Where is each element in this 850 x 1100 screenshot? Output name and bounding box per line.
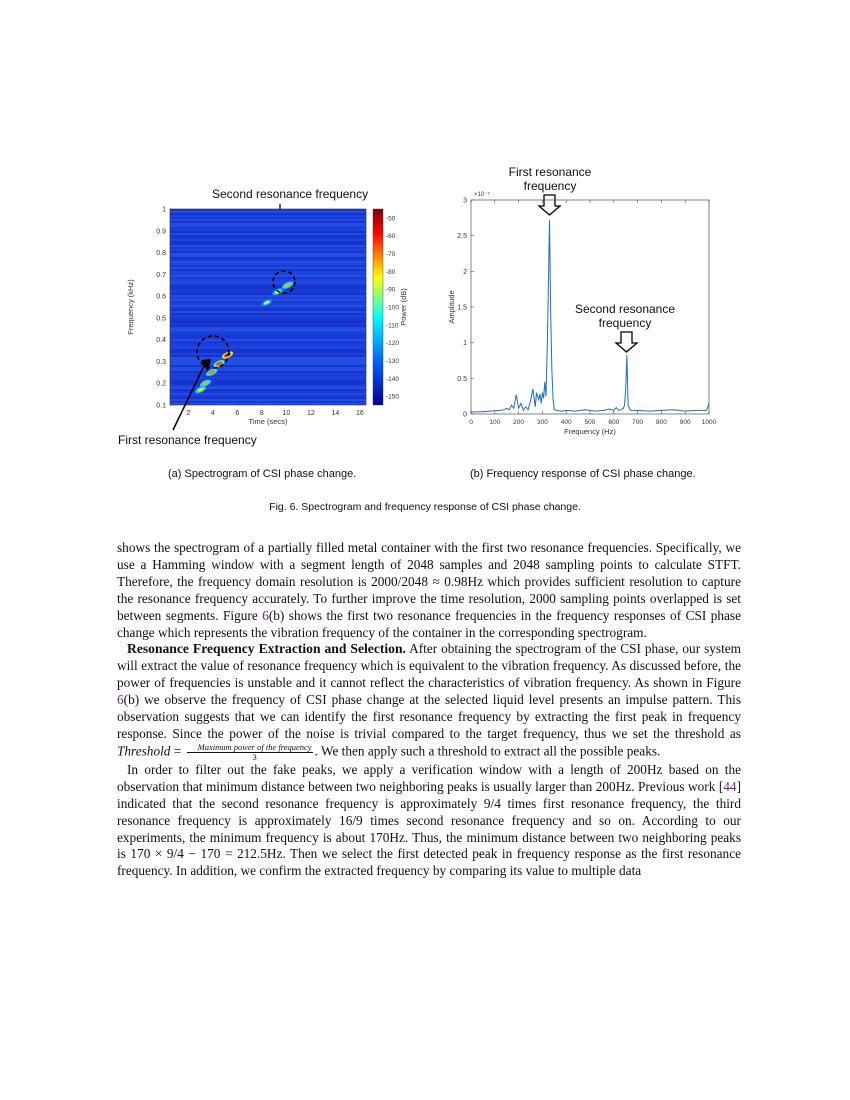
fraction-numerator: Maximum power of the frequency xyxy=(187,743,313,753)
frequency-response-figure xyxy=(440,160,730,445)
noise-band xyxy=(170,311,366,313)
noise-band xyxy=(170,285,366,287)
p2-text-b: (b) we observe the frequency of CSI phase change at the selected liquid level presents an impulse pattern. This observation suggests that we can identify the first resonance frequency by extracting the first peak in frequency response. Since the power of the noise is trivial compared to the target frequency, thus we set the threshold as xyxy=(117,692,741,741)
noise-band xyxy=(170,237,366,239)
x-tick-label: 300 xyxy=(536,419,548,426)
p2-text-c: . We then apply such a threshold to extract all the possible peaks. xyxy=(314,743,661,759)
noise-band xyxy=(170,263,366,265)
second-resonance-label-line1: Second resonance xyxy=(574,302,676,316)
p1-text-end: (b) shows the first two resonance frequencies in the frequency responses of CSI phase change which represents the vibration frequency of the container in the corresponding spectrogram. xyxy=(117,607,741,640)
colorbar-tick-label: -130 xyxy=(386,357,400,365)
p3-text-a: In order to filter out the fake peaks, we apply a verification window with a length of 200Hz based on the observation that minimum distance between two neighboring peaks is usually larger than 200Hz. Previous work [ xyxy=(117,761,741,794)
colorbar-tick-label: -140 xyxy=(386,375,400,383)
y-tick-label: 0.4 xyxy=(156,337,166,345)
noise-band xyxy=(170,229,366,231)
y-tick-label: 2.5 xyxy=(457,233,467,241)
noise-band xyxy=(170,393,366,395)
paragraph-2 xyxy=(117,641,741,761)
freq-ylabel: Amplitude xyxy=(447,290,456,324)
x-tick-label: 4 xyxy=(210,410,215,417)
y-tick-label: 1.5 xyxy=(457,304,467,312)
noise-band xyxy=(170,293,366,295)
noise-band xyxy=(170,355,366,357)
noise-band xyxy=(170,257,366,259)
y-tick-label: 0.6 xyxy=(156,293,166,301)
x-tick-label: 8 xyxy=(259,410,264,417)
x-tick-label: 700 xyxy=(632,419,644,426)
noise-band xyxy=(170,267,366,269)
freq-xlabel: Frequency (Hz) xyxy=(564,427,616,436)
noise-band xyxy=(170,379,366,381)
noise-band xyxy=(170,377,366,379)
first-resonance-down-arrow xyxy=(539,195,560,215)
noise-band xyxy=(170,307,366,309)
y-tick-label: 1 xyxy=(162,206,166,214)
noise-band xyxy=(170,255,366,257)
x-tick-label: 2 xyxy=(186,410,191,417)
spectrogram-xlabel: Time (secs) xyxy=(248,417,288,426)
threshold-fraction xyxy=(187,743,313,762)
noise-band xyxy=(170,345,366,347)
body-text xyxy=(117,540,741,880)
paragraph-1 xyxy=(117,540,741,641)
noise-band xyxy=(170,335,366,337)
noise-band xyxy=(170,297,366,299)
noise-band xyxy=(170,291,366,293)
y-tick-label: 0.5 xyxy=(457,375,467,383)
noise-band xyxy=(170,401,366,403)
x-tick-label: 1000 xyxy=(701,419,717,426)
noise-band xyxy=(170,327,366,329)
noise-band xyxy=(170,261,366,263)
noise-band xyxy=(170,213,366,215)
noise-band xyxy=(170,249,366,251)
noise-band xyxy=(170,243,366,245)
noise-band xyxy=(170,269,366,271)
noise-band xyxy=(170,265,366,267)
colorbar-tick-label: -150 xyxy=(386,393,400,401)
y-tick-label: 0.7 xyxy=(156,271,166,279)
fraction-denominator: 3 xyxy=(252,751,257,762)
y-tick-label: 0.5 xyxy=(156,315,166,323)
noise-band xyxy=(170,397,366,399)
noise-band xyxy=(170,235,366,237)
noise-band xyxy=(170,275,366,277)
noise-band xyxy=(170,319,366,321)
noise-band xyxy=(170,337,366,339)
figure-ref-6a[interactable]: 6 xyxy=(262,607,269,623)
y-tick-label: 0 xyxy=(463,411,467,419)
x-tick-label: 900 xyxy=(679,419,691,426)
noise-band xyxy=(170,313,366,315)
noise-band xyxy=(170,371,366,373)
noise-band xyxy=(170,287,366,289)
noise-band xyxy=(170,259,366,261)
x-tick-label: 400 xyxy=(560,419,572,426)
noise-band xyxy=(170,385,366,387)
colorbar-tick-label: -70 xyxy=(386,251,396,259)
subcaption-b: (b) Frequency response of CSI phase change. xyxy=(470,468,696,480)
colorbar xyxy=(373,209,383,405)
y-tick-label: 0.2 xyxy=(156,380,166,388)
x-tick-label: 6 xyxy=(235,410,240,417)
noise-band xyxy=(170,241,366,243)
noise-band xyxy=(170,349,366,351)
colorbar-label: Power (dB) xyxy=(399,288,408,326)
colorbar-tick-label: -80 xyxy=(386,268,396,276)
noise-band xyxy=(170,273,366,275)
noise-band xyxy=(170,247,366,249)
noise-band xyxy=(170,363,366,365)
noise-band xyxy=(170,283,366,285)
noise-band xyxy=(170,321,366,323)
noise-band xyxy=(170,281,366,283)
x-tick-label: 600 xyxy=(608,419,620,426)
subcaption-a: (a) Spectrogram of CSI phase change. xyxy=(168,468,357,480)
first-resonance-label-line1: First resonance xyxy=(508,165,592,179)
noise-band xyxy=(170,309,366,311)
y-tick-label: 0.8 xyxy=(156,250,166,258)
first-resonance-annotation: First resonance frequency xyxy=(118,433,257,447)
noise-band xyxy=(170,245,366,247)
first-resonance-label-line2: frequency xyxy=(523,179,577,193)
p1-text: shows the spectrogram of a partially filled metal container with the first two resonance frequencies. Specifically, we use a Hamming window with a segment length of 2048 samples and 2048 sampling points to calculate STFT. Therefore, the frequency domain resolution is 2000/2048 ≈ 0.98Hz which provides sufficient resolution to capture the resonance frequency accurately. To further improve the time resolution, 2000 sampling points overlapped is set between segments. Figure xyxy=(117,540,741,623)
y-tick-label: 2 xyxy=(463,268,467,276)
noise-band xyxy=(170,369,366,371)
colorbar-tick-label: -60 xyxy=(386,233,396,241)
y-tick-label: 0.9 xyxy=(156,228,166,236)
colorbar-tick-label: -120 xyxy=(386,340,400,348)
noise-band xyxy=(170,295,366,297)
noise-band xyxy=(170,251,366,253)
second-resonance-label-line2: frequency xyxy=(598,316,652,330)
noise-band xyxy=(170,329,366,331)
paragraph-3 xyxy=(117,762,741,880)
threshold-symbol: Threshold xyxy=(117,743,171,759)
y-tick-label: 1 xyxy=(463,340,467,348)
noise-band xyxy=(170,217,366,219)
noise-band xyxy=(170,277,366,279)
y-exponent-label: ×10⁻⁵ xyxy=(474,192,490,198)
noise-band xyxy=(170,395,366,397)
noise-band xyxy=(170,353,366,355)
second-resonance-down-arrow xyxy=(616,332,637,352)
x-tick-label: 200 xyxy=(513,419,525,426)
noise-band xyxy=(170,231,366,233)
colorbar-tick-label: -100 xyxy=(386,304,400,312)
x-tick-label: 100 xyxy=(489,419,501,426)
noise-band xyxy=(170,399,366,401)
noise-band xyxy=(170,253,366,255)
noise-band xyxy=(170,233,366,235)
citation-44[interactable]: 44 xyxy=(723,778,737,794)
second-resonance-annotation: Second resonance frequency xyxy=(212,187,369,201)
x-tick-label: 16 xyxy=(355,410,364,417)
spectrogram-figure xyxy=(110,180,430,455)
noise-band xyxy=(170,381,366,383)
figure-ref-6b[interactable]: 6 xyxy=(117,692,124,708)
spectrogram-plot xyxy=(156,207,366,418)
noise-band xyxy=(170,315,366,317)
noise-band xyxy=(170,325,366,327)
colorbar-ticks xyxy=(386,215,399,400)
noise-band xyxy=(170,323,366,325)
y-tick-label: 0.3 xyxy=(156,358,166,366)
x-tick-label: 10 xyxy=(282,410,291,417)
equals-sign: = xyxy=(170,743,185,759)
x-tick-label: 500 xyxy=(584,419,596,426)
noise-band xyxy=(170,223,366,225)
noise-band xyxy=(170,211,366,213)
y-tick-label: 3 xyxy=(463,197,467,205)
noise-band xyxy=(170,361,366,363)
noise-band xyxy=(170,351,366,353)
noise-band xyxy=(170,317,366,319)
noise-band xyxy=(170,383,366,385)
x-tick-label: 0 xyxy=(469,419,473,426)
colorbar-tick-label: -50 xyxy=(386,215,396,223)
noise-band xyxy=(170,305,366,307)
noise-band xyxy=(170,331,366,333)
colorbar-tick-label: -110 xyxy=(386,322,399,330)
noise-band xyxy=(170,215,366,217)
section-title: Resonance Frequency Extraction and Selection. xyxy=(127,641,406,657)
noise-band xyxy=(170,347,366,349)
noise-band xyxy=(170,219,366,221)
noise-band xyxy=(170,221,366,223)
noise-band xyxy=(170,225,366,227)
y-tick-label: 0.1 xyxy=(156,402,166,410)
noise-band xyxy=(170,339,366,341)
noise-band xyxy=(170,333,366,335)
noise-band xyxy=(170,365,366,367)
noise-band xyxy=(170,279,366,281)
noise-band xyxy=(170,271,366,273)
colorbar-tick-label: -90 xyxy=(386,286,396,294)
p3-text-b: ] indicated that the second resonance frequency is approximately 9/4 times first resonance frequency, the third resonance frequency is approximately 16/9 times second resonance frequency and so on. According to our experiments, the minimum frequency is about 170Hz. Thus, the minimum distance between two neighboring peaks is 170 × 9/4 − 170 = 212.5Hz. Then we select the first detected peak in frequency response as the first resonance frequency. In addition, we confirm the extracted frequency by comparing its value to multiple data xyxy=(117,778,741,879)
noise-band xyxy=(170,227,366,229)
x-tick-label: 12 xyxy=(306,410,315,417)
noise-band xyxy=(170,367,366,369)
noise-band xyxy=(170,357,366,359)
noise-band xyxy=(170,239,366,241)
p2-text-a: After obtaining the spectrogram of the CSI phase, our system will extract the value of resonance frequency which is equivalent to the vibration frequency. As discussed before, the power of frequencies is unstable and it cannot reflect the characteristics of vibration frequency. As shown in Figure xyxy=(117,641,742,691)
x-tick-label: 800 xyxy=(655,419,667,426)
figure-caption: Fig. 6. Spectrogram and frequency response of CSI phase change. xyxy=(269,501,581,513)
x-tick-label: 14 xyxy=(331,410,340,417)
spectrogram-ylabel: Frequency (kHz) xyxy=(126,279,135,335)
noise-band xyxy=(170,289,366,291)
